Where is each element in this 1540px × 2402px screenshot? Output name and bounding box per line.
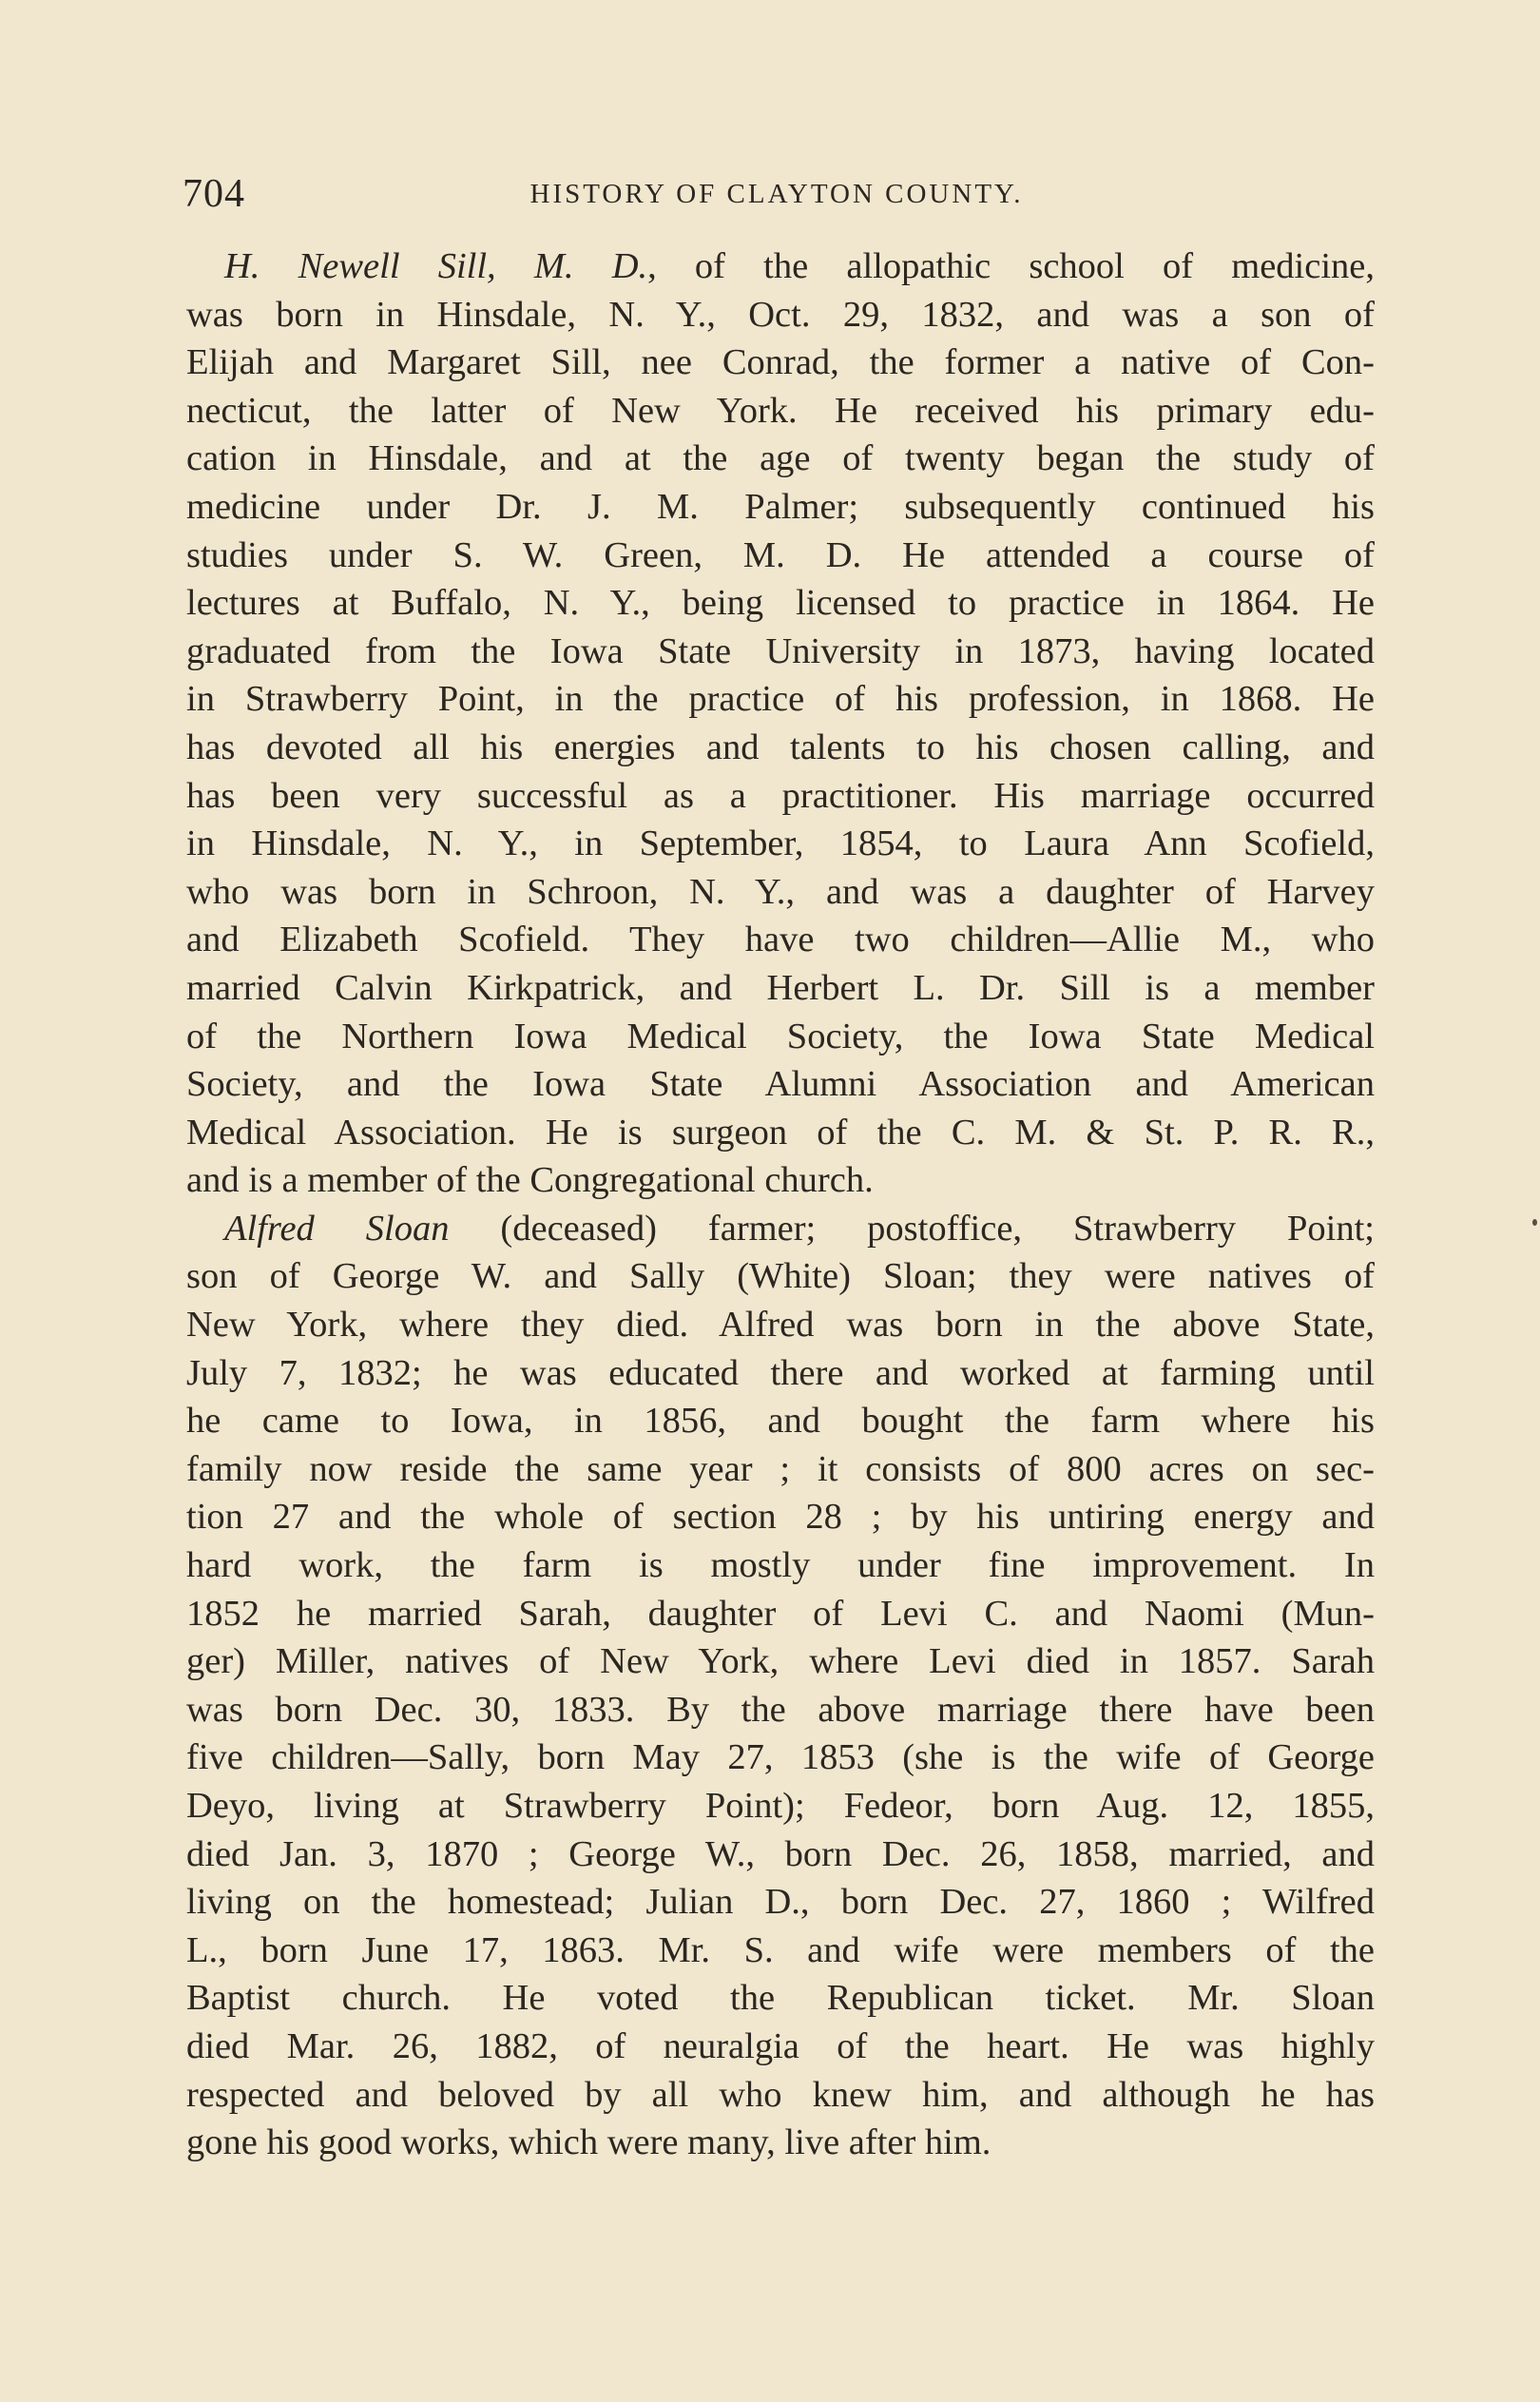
entry-name: H. Newell Sill, M. D. xyxy=(224,246,648,286)
body-text xyxy=(186,242,1375,2167)
page-number: 704 xyxy=(183,172,245,216)
text-line: and Elizabeth Scofield. They have two children—Allie M., who xyxy=(186,920,1375,960)
text-line: Baptist church. He voted the Republican ticket. Mr. Sloan xyxy=(186,1978,1375,2019)
text-line: Society, and the Iowa State Alumni Association and American xyxy=(186,1064,1375,1105)
text-line: studies under S. W. Green, M. D. He attended a course of xyxy=(186,534,1375,575)
ink-speck xyxy=(1532,1219,1537,1226)
text-line: in Strawberry Point, in the practice of his profession, in 1868. He xyxy=(186,679,1375,720)
text-line: tion 27 and the whole of section 28 ; by his untiring energy and xyxy=(186,1497,1375,1538)
text-line: died Jan. 3, 1870 ; George W., born Dec. 26, 1858, married, and xyxy=(186,1833,1375,1874)
text-line: he came to Iowa, in 1856, and bought the farm where his xyxy=(186,1401,1375,1442)
entry-first-line xyxy=(186,242,1375,291)
text-line: and is a member of the Congregational church. xyxy=(186,1160,874,1201)
text-line: graduated from the Iowa State University in 1873, having located xyxy=(186,630,1375,671)
text-line: respected and beloved by all who knew him, and although he has xyxy=(186,2074,1375,2115)
text-line: died Mar. 26, 1882, of neuralgia of the heart. He was highly xyxy=(186,2025,1375,2066)
text-line: lectures at Buffalo, N. Y., being licensed to practice in 1864. He xyxy=(186,583,1375,624)
text-line: Medical Association. He is surgeon of the C. M. & St. P. R. R., xyxy=(186,1112,1375,1153)
text-line: Elijah and Margaret Sill, nee Conrad, the former a native of Con- xyxy=(186,342,1375,383)
text-line: ger) Miller, natives of New York, where Levi died in 1857. Sarah xyxy=(186,1641,1375,1682)
text-line: has devoted all his energies and talents to his chosen calling, and xyxy=(186,726,1375,767)
entry-first-line xyxy=(186,1205,1375,1253)
text-line: 1852 he married Sarah, daughter of Levi C. and Naomi (Mun- xyxy=(186,1593,1375,1634)
text-line: Deyo, living at Strawberry Point); Fedeor, born Aug. 12, 1855, xyxy=(186,1786,1375,1826)
text-line: cation in Hinsdale, and at the age of twenty began the study of xyxy=(186,438,1375,479)
text-line: was born Dec. 30, 1833. By the above marriage there have been xyxy=(186,1689,1375,1730)
text-line: necticut, the latter of New York. He received his primary edu- xyxy=(186,390,1375,431)
page-header xyxy=(183,171,1371,228)
entry-first-line-text: , of the allopathic school of medicine, xyxy=(647,246,1375,286)
text-line: hard work, the farm is mostly under fine improvement. In xyxy=(186,1545,1375,1586)
text-line: medicine under Dr. J. M. Palmer; subsequently continued his xyxy=(186,486,1375,527)
text-line: who was born in Schroon, N. Y., and was a daughter of Harvey xyxy=(186,871,1375,912)
text-line: L., born June 17, 1863. Mr. S. and wife were members of the xyxy=(186,1929,1375,1970)
text-line: family now reside the same year ; it consists of 800 acres on sec- xyxy=(186,1448,1375,1489)
text-line: gone his good works, which were many, live after him. xyxy=(186,2122,991,2163)
text-line: New York, where they died. Alfred was born in the above State, xyxy=(186,1305,1375,1346)
running-title: HISTORY OF CLAYTON COUNTY. xyxy=(529,179,1024,209)
text-line: in Hinsdale, N. Y., in September, 1854, to Laura Ann Scofield, xyxy=(186,823,1375,864)
text-line: has been very successful as a practitioner. His marriage occurred xyxy=(186,775,1375,816)
entry-name: Alfred Sloan xyxy=(224,1208,450,1249)
text-line: living on the homestead; Julian D., born Dec. 27, 1860 ; Wilfred xyxy=(186,1882,1375,1923)
text-line: son of George W. and Sally (White) Sloan; they were natives of xyxy=(186,1256,1375,1297)
text-line: of the Northern Iowa Medical Society, the Iowa State Medical xyxy=(186,1016,1375,1056)
text-line: married Calvin Kirkpatrick, and Herbert L. Dr. Sill is a member xyxy=(186,967,1375,1008)
text-line: was born in Hinsdale, N. Y., Oct. 29, 1832, and was a son of xyxy=(186,294,1375,335)
text-line: July 7, 1832; he was educated there and worked at farming until xyxy=(186,1352,1375,1393)
text-line: five children—Sally, born May 27, 1853 (she is the wife of George xyxy=(186,1737,1375,1778)
entry-first-line-text: (deceased) farmer; postoffice, Strawberry Point; xyxy=(449,1208,1375,1249)
